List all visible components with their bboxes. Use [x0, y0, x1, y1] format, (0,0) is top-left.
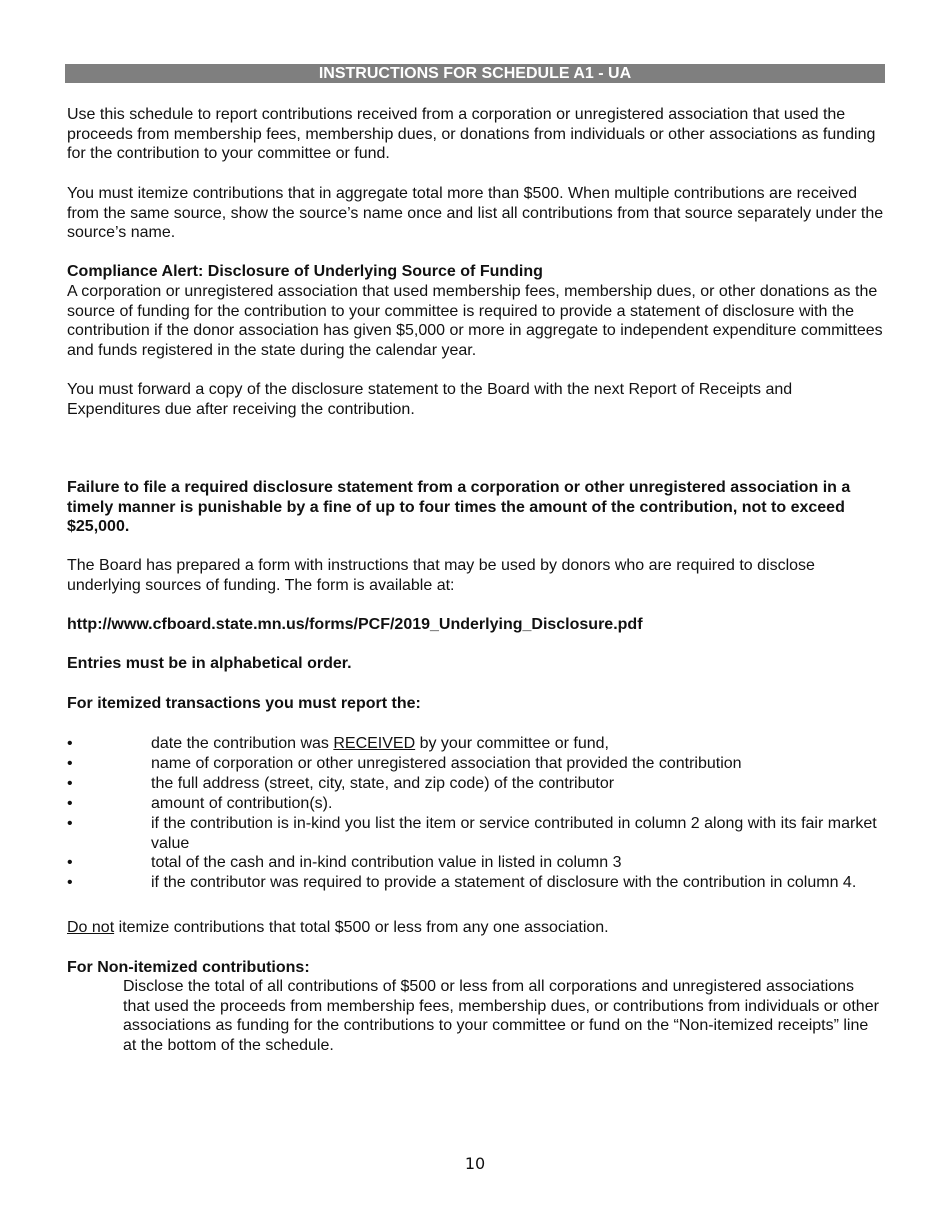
- schedule-title: INSTRUCTIONS FOR SCHEDULE A1 - UA: [65, 64, 885, 83]
- bullet-icon: •: [67, 775, 73, 792]
- list-item: • total of the cash and in-kind contribution value in listed in column 3: [67, 854, 622, 871]
- do-not-itemize-note: Do not itemize contributions that total $500 or less from any one association.: [67, 919, 609, 936]
- itemized-heading: For itemized transactions you must report the:: [67, 695, 421, 712]
- list-item: • amount of contribution(s).: [67, 795, 333, 812]
- compliance-alert-heading: Compliance Alert: Disclosure of Underlying Source of Funding: [67, 263, 543, 280]
- non-itemized-text: Disclose the total of all contributions of $500 or less from all corporations and unregistered associations that used the proceeds from membership fees, membership dues, or contributions from individuals or other associations as funding for the contributions to your committee or fund on the “Non-itemized receipts” line at the bottom of the schedule.: [123, 978, 879, 1054]
- itemized-requirements-list: [67, 734, 885, 893]
- bullet-icon: •: [67, 735, 73, 752]
- compliance-alert-text: A corporation or unregistered association that used membership fees, membership dues, or other donations as the source of funding for the contribution to your committee is required to provide a statement of disclosure with the contribution if the donor association has given $5,000 or more in aggregate to independent expenditure committees and funds registered in the state during the calendar year.: [67, 283, 883, 359]
- form-availability-paragraph: The Board has prepared a form with instructions that may be used by donors who are required to disclose underlying sources of funding. The form is available at:: [67, 557, 815, 594]
- penalty-paragraph: Failure to file a required disclosure statement from a corporation or other unregistered association in a timely manner is punishable by a fine of up to four times the amount of the contribution, not to exceed $25,000.: [67, 479, 851, 535]
- list-item: • name of corporation or other unregistered association that provided the contribution: [67, 755, 742, 772]
- bullet-icon: •: [67, 815, 73, 832]
- list-item: • if the contributor was required to provide a statement of disclosure with the contribution in column 4.: [67, 874, 857, 891]
- bullet-icon: •: [67, 854, 73, 871]
- bullet-icon: •: [67, 755, 73, 772]
- do-not-emphasis: Do not: [67, 919, 115, 936]
- bullet-icon: •: [67, 795, 73, 812]
- alphabetical-order-note: Entries must be in alphabetical order.: [67, 655, 352, 672]
- disclosure-form-link[interactable]: http://www.cfboard.state.mn.us/forms/PCF/2019_Underlying_Disclosure.pdf: [67, 616, 643, 633]
- list-item: • date the contribution was RECEIVED by your committee or fund,: [67, 735, 609, 752]
- forward-copy-paragraph: You must forward a copy of the disclosure statement to the Board with the next Report of Receipts and Expenditures due after receiving the contribution.: [67, 381, 793, 418]
- itemize-paragraph: You must itemize contributions that in aggregate total more than $500. When multiple contributions are received from the same source, show the source’s name once and list all contributions from that source separately under the source’s name.: [67, 185, 884, 241]
- list-item: • the full address (street, city, state, and zip code) of the contributor: [67, 775, 615, 792]
- intro-paragraph: Use this schedule to report contributions received from a corporation or unregistered association that used the proceeds from membership fees, membership dues, or donations from individuals or other associations as funding for the contribution to your committee or fund.: [67, 106, 876, 162]
- received-emphasis: RECEIVED: [333, 735, 416, 752]
- bullet-icon: •: [67, 874, 73, 891]
- list-item: • if the contribution is in-kind you list the item or service contributed in column 2 along with its fair market value: [67, 815, 877, 852]
- page-number: 10: [464, 1154, 486, 1173]
- non-itemized-heading: For Non-itemized contributions:: [67, 959, 310, 976]
